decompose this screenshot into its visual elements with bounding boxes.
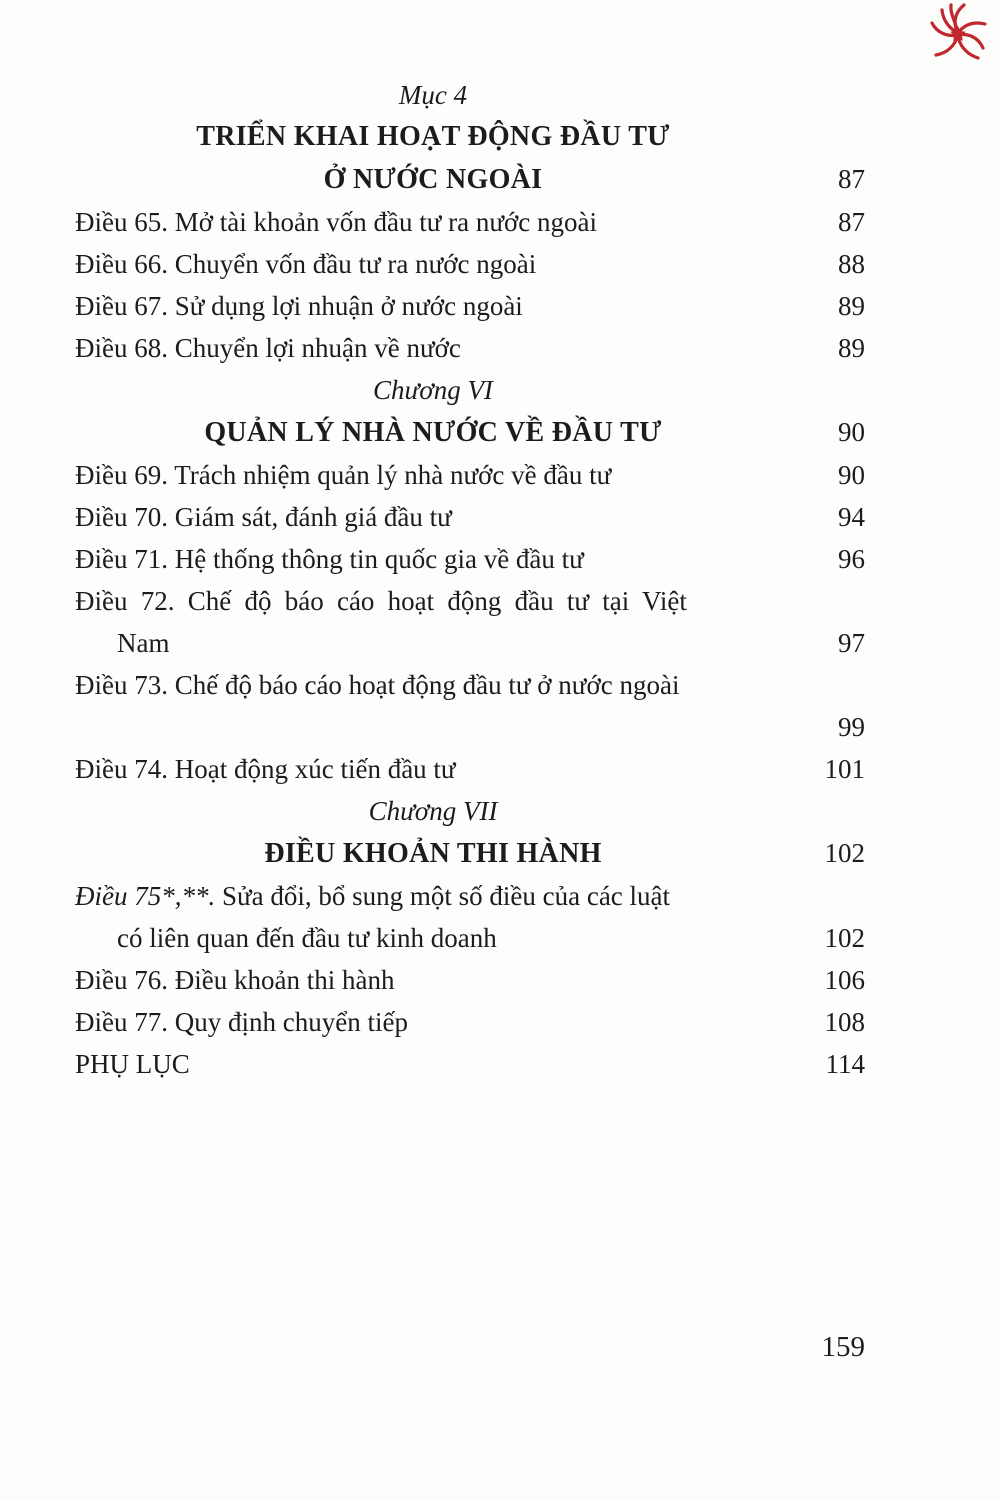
table-of-contents	[75, 74, 865, 1085]
toc-section-title	[75, 158, 865, 201]
page-number: 114	[825, 1049, 865, 1079]
page-number: 97	[838, 628, 865, 658]
entry-text: Điều 73. Chế độ báo cáo hoạt động đầu tư ở nước ngoài	[75, 670, 680, 700]
page-number: 96	[838, 544, 865, 574]
toc-chapter-title	[75, 411, 865, 454]
chapter-text: Chương VI	[373, 375, 493, 405]
entry-text: Điều 69. Trách nhiệm quản lý nhà nước về đầu tư	[75, 460, 612, 490]
entry-text: Điều 70. Giám sát, đánh giá đầu tư	[75, 502, 452, 532]
toc-entry	[75, 285, 865, 327]
toc-section-title	[75, 116, 865, 158]
toc-section-label	[75, 74, 865, 116]
toc-entry-line1	[75, 664, 865, 706]
page-number: 89	[838, 333, 865, 363]
entry-text: Điều 77. Quy định chuyển tiếp	[75, 1007, 408, 1037]
toc-entry-line1	[75, 580, 865, 622]
toc-entry	[75, 201, 865, 243]
entry-text: Điều 65. Mở tài khoản vốn đầu tư ra nước ngoài	[75, 207, 597, 237]
page-number: 90	[838, 460, 865, 490]
entry-text: PHỤ LỤC	[75, 1049, 190, 1079]
page-number: 88	[838, 249, 865, 279]
toc-entry	[75, 959, 865, 1001]
toc-entry-continuation	[75, 706, 865, 748]
chapter-text: Chương VII	[368, 796, 498, 826]
toc-entry-continuation	[75, 917, 865, 959]
entry-text: Nam	[117, 628, 170, 658]
footer-page-number: 159	[821, 1331, 865, 1363]
toc-entry	[75, 1001, 865, 1043]
page-number: 108	[824, 1007, 865, 1037]
page-number: 106	[824, 965, 865, 995]
page-number: 89	[838, 291, 865, 321]
toc-entry	[75, 327, 865, 369]
entry-lead-italic: Điều 75*,**.	[75, 881, 216, 911]
toc-entry	[75, 748, 865, 790]
page-number: 87	[838, 207, 865, 237]
toc-entry	[75, 538, 865, 580]
entry-text: Điều 76. Điều khoản thi hành	[75, 965, 395, 995]
section-text: Ở NƯỚC NGOÀI	[323, 164, 543, 195]
entry-text: Điều 67. Sử dụng lợi nhuận ở nước ngoài	[75, 291, 523, 321]
entry-text	[75, 875, 791, 917]
entry-text: Điều 71. Hệ thống thông tin quốc gia về đầu tư	[75, 544, 584, 574]
page-number: 90	[838, 417, 865, 447]
entry-text: có liên quan đến đầu tư kinh doanh	[117, 923, 497, 953]
section-text: Mục 4	[398, 80, 468, 110]
entry-text: Điều 66. Chuyển vốn đầu tư ra nước ngoài	[75, 249, 537, 279]
toc-chapter-label	[75, 369, 865, 411]
toc-entry	[75, 1043, 865, 1085]
page-number: 102	[824, 838, 865, 868]
toc-chapter-title	[75, 832, 865, 875]
toc-entry-continuation	[75, 622, 865, 664]
entry-rest: Sửa đổi, bổ sung một số điều của các luật	[215, 881, 671, 911]
page-number: 101	[824, 754, 865, 784]
publisher-logo-icon	[926, 2, 990, 68]
toc-entry-line1	[75, 875, 865, 917]
toc-entry	[75, 243, 865, 285]
toc-chapter-label	[75, 790, 865, 832]
entry-text: Điều 72. Chế độ báo cáo hoạt động đầu tư tại Việt	[75, 586, 687, 616]
page-number: 87	[838, 164, 865, 194]
page-number: 102	[824, 923, 865, 953]
entry-text: Điều 74. Hoạt động xúc tiến đầu tư	[75, 754, 456, 784]
toc-entry	[75, 454, 865, 496]
toc-entry	[75, 496, 865, 538]
page-number: 99	[838, 712, 865, 742]
chapter-text: QUẢN LÝ NHÀ NƯỚC VỀ ĐẦU TƯ	[204, 417, 662, 448]
entry-text: Điều 68. Chuyển lợi nhuận về nước	[75, 333, 461, 363]
chapter-text: ĐIỀU KHOẢN THI HÀNH	[264, 838, 602, 869]
page-number: 94	[838, 502, 865, 532]
section-text: TRIỂN KHAI HOẠT ĐỘNG ĐẦU TƯ	[196, 121, 670, 152]
